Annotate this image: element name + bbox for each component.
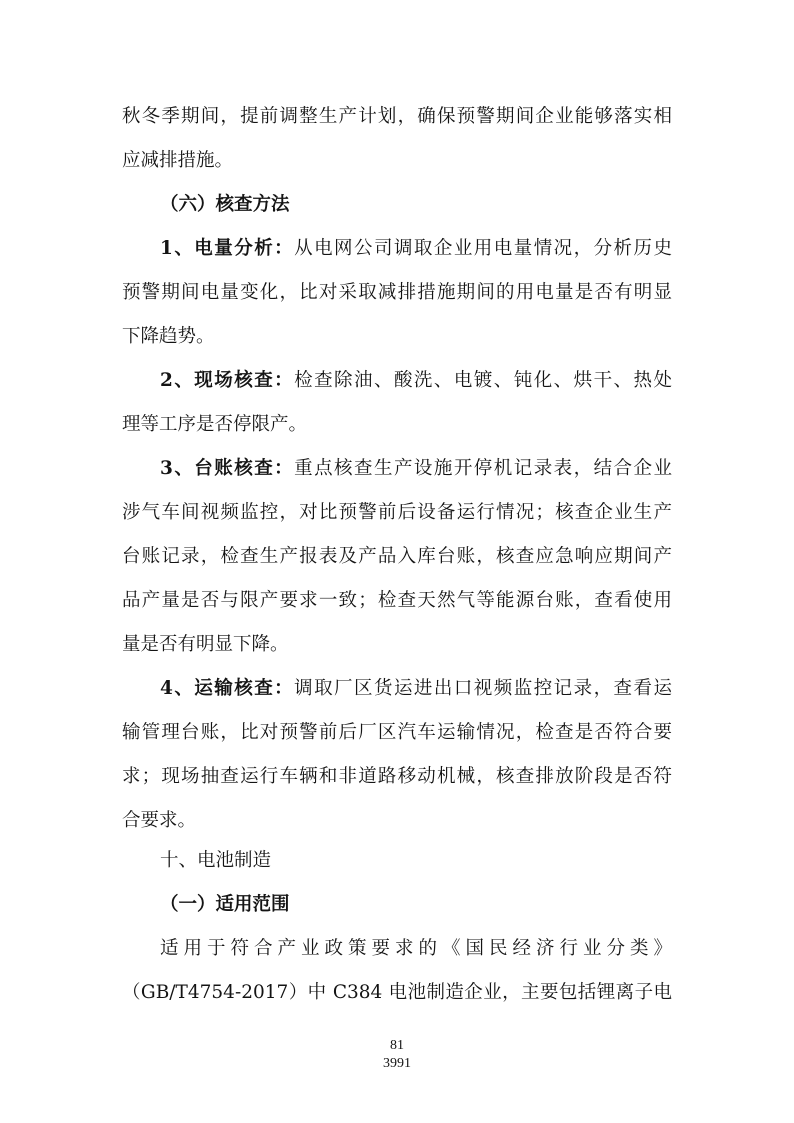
item-label: 3、台账核查：	[160, 458, 295, 479]
item-text: 重点核查生产设施开停机记录表，结合企业	[294, 458, 672, 479]
item-text: 检查除油、酸洗、电镀、钝化、烘干、热处	[294, 370, 672, 391]
item-label: 1、电量分析：	[160, 238, 295, 259]
paragraph-line: 合要求。	[122, 810, 197, 831]
paragraph-line: （GB/T4754-2017）中 C384 电池制造企业，主要包括锂离子电	[122, 982, 672, 1003]
paragraph-line: 输管理台账，比对预警前后厂区汽车运输情况，检查是否符合要	[122, 722, 672, 743]
item-label: 2、现场核查：	[160, 370, 295, 391]
sequence-number: 3991	[383, 1056, 411, 1071]
paragraph-line: 量是否有明显下降。	[122, 634, 289, 655]
list-item	[122, 447, 672, 491]
paragraph-line: 涉气车间视频监控，对比预警前后设备运行情况；核查企业生产	[122, 502, 672, 523]
paragraph-line: 理等工序是否停限产。	[122, 414, 308, 435]
item-text: 调取厂区货运进出口视频监控记录，查看运	[294, 678, 672, 699]
item-text: 从电网公司调取企业用电量情况，分析历史	[294, 238, 672, 259]
paragraph-line: 台账记录，检查生产报表及产品入库台账，核查应急响应期间产	[122, 546, 672, 567]
list-item	[122, 227, 672, 271]
paragraph-line: 求；现场抽查运行车辆和非道路移动机械，核查排放阶段是否符	[122, 766, 672, 787]
section-heading: （六）核查方法	[160, 194, 290, 215]
paragraph-line: 品产量是否与限产要求一致；检查天然气等能源台账，查看使用	[122, 590, 672, 611]
item-label: 4、运输核查：	[160, 678, 295, 699]
paragraph-line: 下降趋势。	[122, 326, 215, 347]
list-item	[122, 359, 672, 403]
page-body	[122, 95, 672, 1015]
paragraph-line: 预警期间电量变化，比对采取减排措施期间的用电量是否有明显	[122, 282, 672, 303]
subsection-heading: （一）适用范围	[160, 894, 290, 915]
list-item	[122, 667, 672, 711]
page-footer	[0, 1037, 794, 1073]
paragraph-line: 应减排措施。	[122, 150, 234, 171]
page-number: 81	[390, 1038, 404, 1053]
paragraph-line: 秋冬季期间，提前调整生产计划，确保预警期间企业能够落实相	[122, 106, 672, 127]
paragraph-line: 适用于符合产业政策要求的《国民经济行业分类》	[160, 938, 672, 959]
chapter-heading: 十、电池制造	[160, 850, 272, 871]
